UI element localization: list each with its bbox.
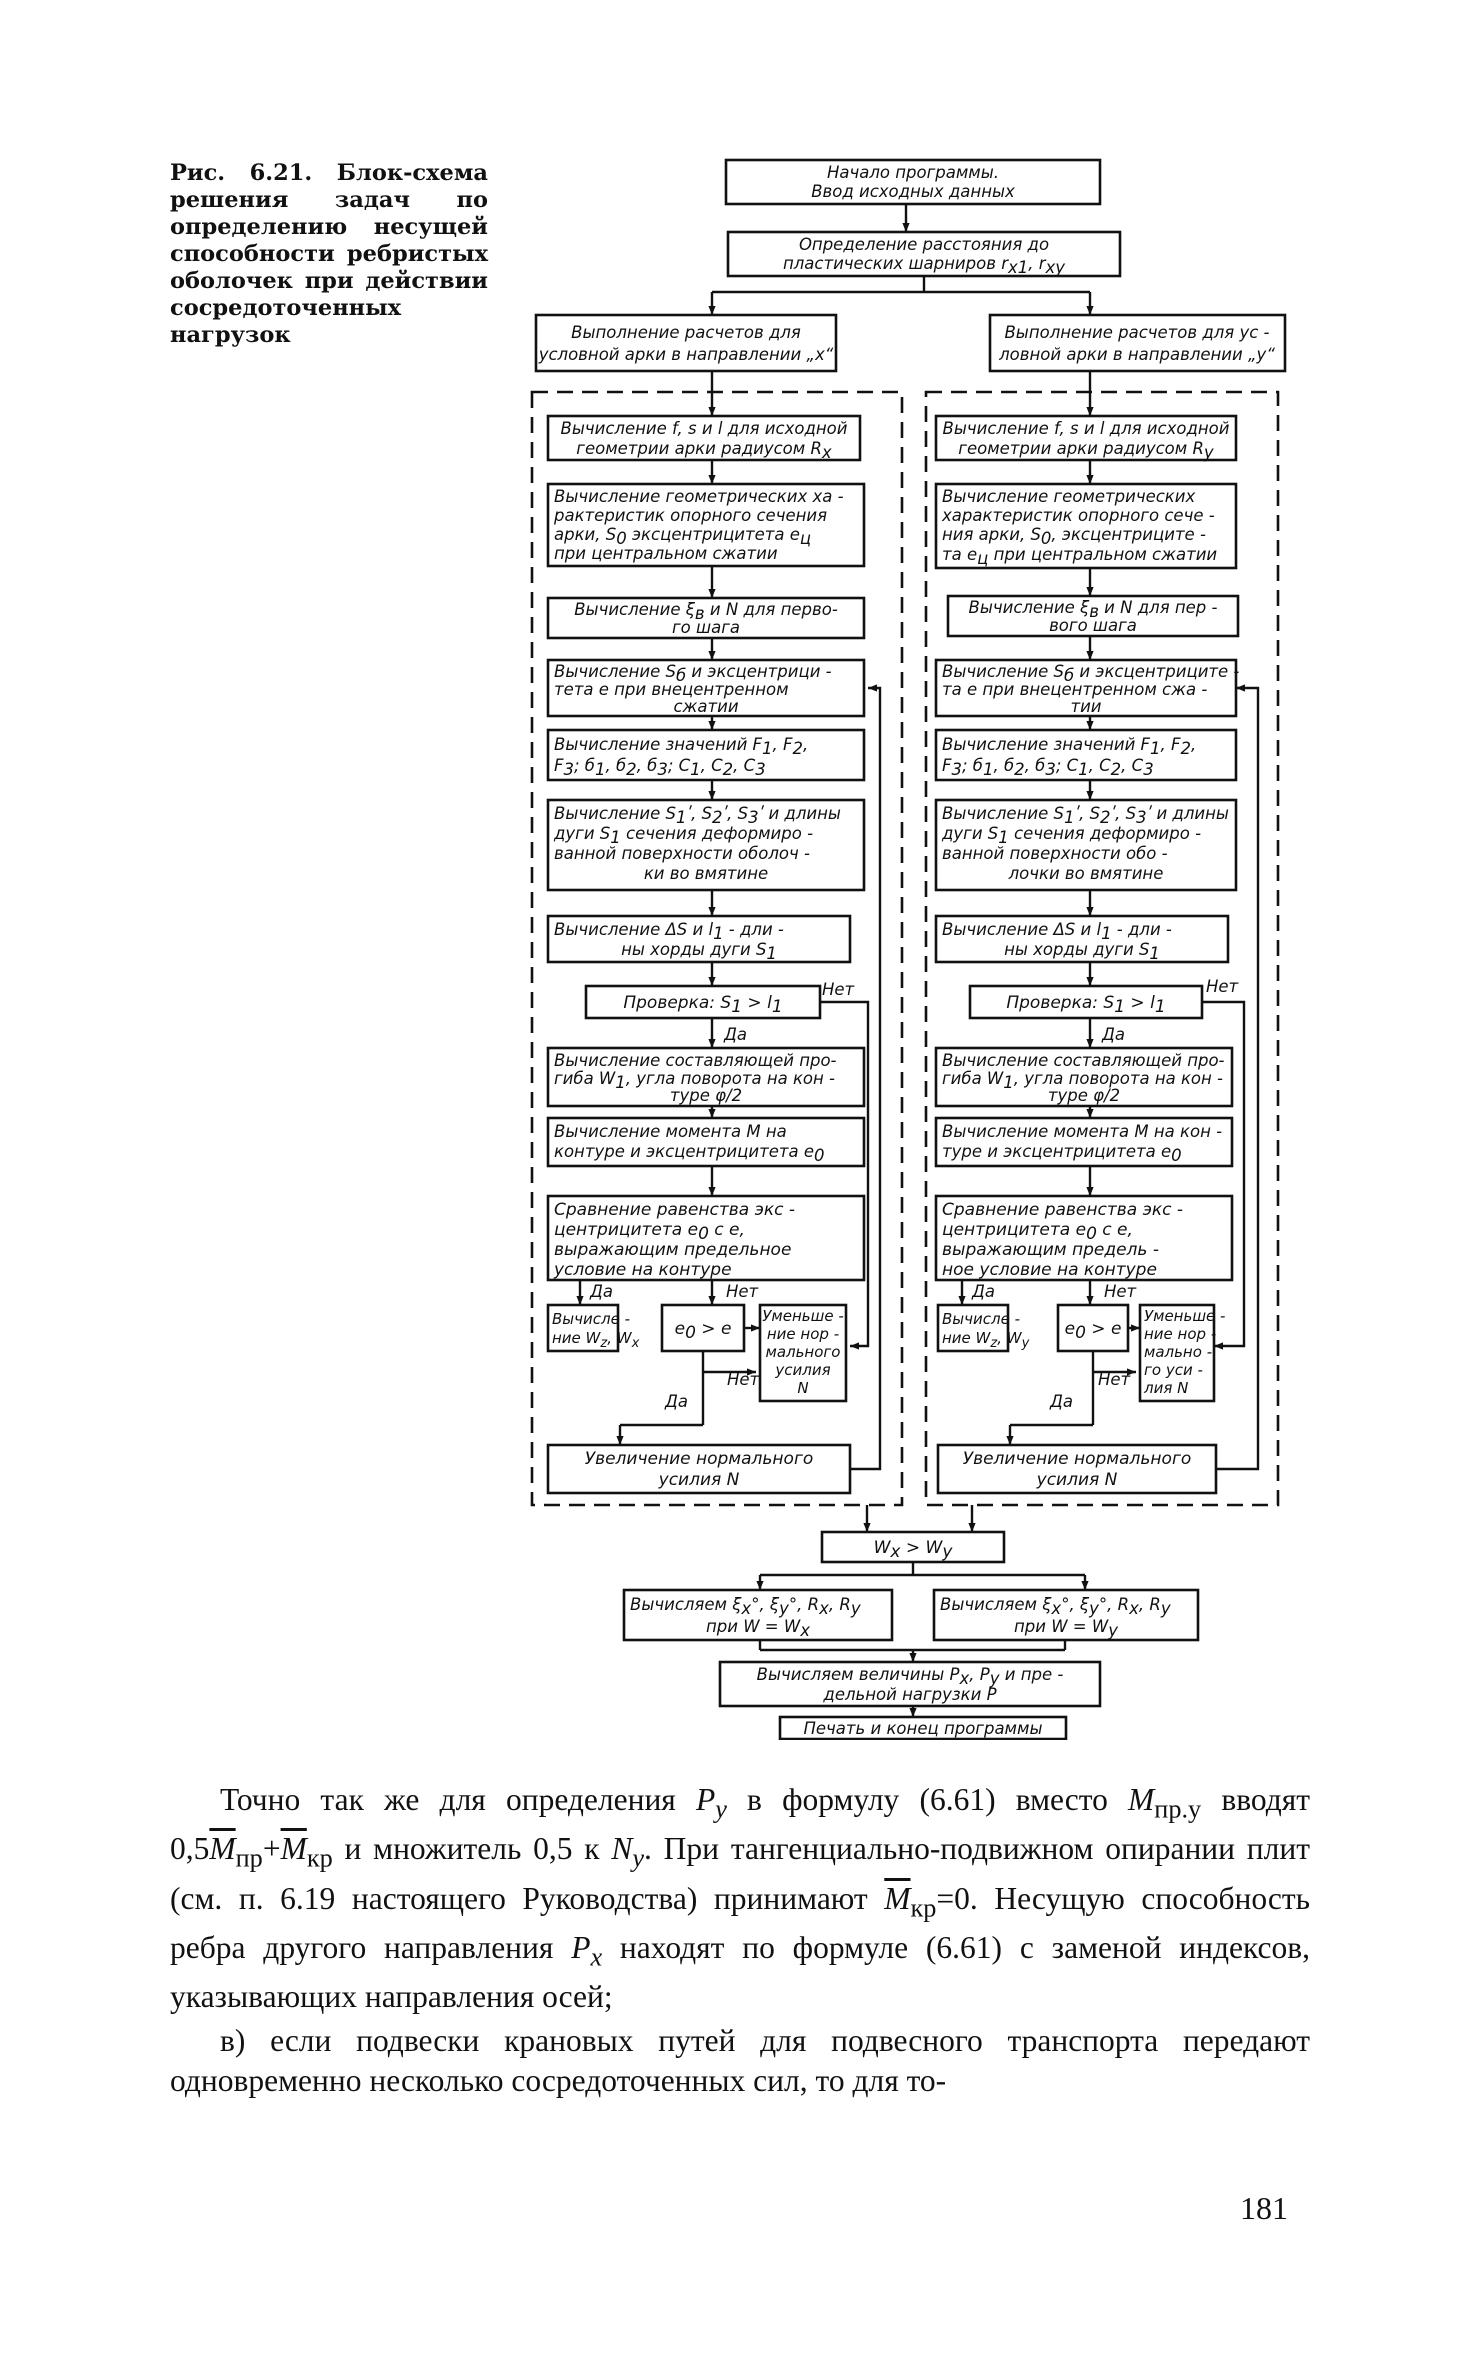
svg-text:Вычисление f, s и l для исходн: Вычисление f, s и l для исходной: [560, 419, 848, 438]
svg-text:та е при внецентренном сжа -: та е при внецентренном сжа -: [942, 680, 1208, 699]
svg-text:лия N: лия N: [1144, 1379, 1189, 1397]
svg-text:Вычисление значений F1, F2,: Вычисление значений F1, F2,: [554, 735, 809, 758]
svg-text:дуги S1 сечения деформиро -: дуги S1 сечения деформиро -: [942, 824, 1202, 847]
svg-text:Проверка: S1 > l1: Проверка: S1 > l1: [623, 993, 783, 1017]
label-yes-cmp-right: Да: [1050, 1392, 1074, 1411]
svg-text:ние нор -: ние нор -: [766, 1325, 840, 1343]
svg-text:мально -: мально -: [1144, 1343, 1213, 1361]
block-end: [780, 1717, 1066, 1739]
svg-text:Вычисление ΔS и l1 - дли -: Вычисление ΔS и l1 - дли -: [942, 920, 1172, 943]
svg-text:ловной арки в направлении „y“: ловной арки в направлении „y“: [999, 345, 1275, 364]
svg-text:Печать и конец программы: Печать и конец программы: [803, 1719, 1043, 1738]
right-column: [936, 416, 1258, 1493]
svg-text:усилия N: усилия N: [1036, 1470, 1118, 1490]
svg-text:F3; б1, б2, б3; C1, C2, C3: F3; б1, б2, б3; C1, C2, C3: [554, 756, 766, 779]
svg-text:геометрии арки радиусом Rx: геометрии арки радиусом Rx: [576, 439, 832, 462]
svg-text:Wx > Wy: Wx > Wy: [873, 1538, 953, 1562]
svg-text:туре и эксцентрицитета e0: туре и эксцентрицитета e0: [942, 1142, 1182, 1165]
svg-text:ки во вмятине: ки во вмятине: [643, 864, 769, 883]
figure-label: Рис. 6.21.: [170, 160, 313, 186]
svg-text:дельной нагрузки P: дельной нагрузки P: [823, 1685, 997, 1704]
svg-text:условной арки в направлении „x: условной арки в направлении „x“: [538, 345, 834, 364]
svg-text:Выполнение расчетов для: Выполнение расчетов для: [571, 323, 801, 342]
svg-text:выражающим предельное: выражающим предельное: [554, 1240, 792, 1260]
svg-text:F3; б1, б2, б3; C1, C2, C3: F3; б1, б2, б3; C1, C2, C3: [942, 756, 1154, 779]
svg-text:Вычисление значений F1, F2,: Вычисление значений F1, F2,: [942, 735, 1197, 758]
svg-text:Вычисление момента M на кон -: Вычисление момента M на кон -: [942, 1122, 1223, 1141]
svg-text:Вычисление S1ʹ, S2ʹ, S3ʹ и дли: Вычисление S1ʹ, S2ʹ, S3ʹ и длины: [554, 804, 841, 827]
svg-text:центрицитета e0 с e,: центрицитета e0 с e,: [554, 1220, 745, 1244]
svg-text:условие на контуре: условие на контуре: [554, 1260, 732, 1280]
label-no-b10-right: Нет: [1104, 1282, 1137, 1301]
svg-text:гиба W1, угла поворота на кон: гиба W1, угла поворота на кон -: [554, 1069, 836, 1092]
svg-text:ние нор -: ние нор -: [1144, 1325, 1217, 1343]
svg-text:лочки во вмятине: лочки во вмятине: [1008, 864, 1164, 883]
block-compare-w: [822, 1532, 1004, 1562]
label-no-check-left: Нет: [822, 980, 855, 999]
svg-text:ное условие на контуре: ное условие на контуре: [942, 1260, 1157, 1280]
svg-text:Сравнение равенства экс -: Сравнение равенства экс -: [942, 1200, 1184, 1220]
svg-text:Уменьше -: Уменьше -: [762, 1307, 844, 1325]
svg-text:Вычисле -: Вычисле -: [552, 1310, 630, 1328]
svg-text:ванной поверхности обо -: ванной поверхности обо -: [942, 844, 1168, 863]
svg-text:вого шага: вого шага: [1049, 616, 1137, 635]
start-line-1: Начало программы.: [826, 163, 1000, 182]
svg-text:выражающим предель -: выражающим предель -: [942, 1240, 1159, 1260]
svg-text:Сравнение равенства экс -: Сравнение равенства экс -: [554, 1200, 796, 1220]
block-branch-x: [536, 315, 836, 371]
left-column: [548, 416, 880, 1493]
svg-text:Вычисление составляющей про-: Вычисление составляющей про-: [942, 1051, 1225, 1070]
svg-text:Вычисление момента M на: Вычисление момента M на: [554, 1122, 787, 1141]
page-number: 181: [1240, 2190, 1288, 2226]
figure-caption-text: Блок-схема решения задач по определению несущей способности ребристых оболочек при действии сосредоточенных нагрузок: [170, 160, 488, 348]
svg-text:сжатии: сжатии: [673, 697, 739, 716]
svg-text:e0 > e: e0 > e: [1064, 1319, 1122, 1343]
svg-text:Вычисление ξв и N для перво-: Вычисление ξв и N для перво-: [574, 600, 838, 623]
paragraph-1: Точно так же для определения $P_y$ в формулу (6.61) вместо $M_{пр.y}$ вводят $0,5\overline{M}_{пр}+\overline{M}_{кр}$ и множитель 0,5 к $N_y$. При тангенциально-подвижном опирании плит (см. п. 6.19 настоящего Руководства) принимают $\overline{M}_{кр}=0$. Несущую способность ребра другого направления $P_x$ находят по формуле (6.61) с заменой индексов, указывающих направления осей;: [170, 1782, 1311, 2015]
svg-text:Выполнение расчетов для ус -: Выполнение расчетов для ус -: [1004, 323, 1270, 342]
svg-text:Вычисление Sб и эксцентрицитe: Вычисление Sб и эксцентрицитe -: [942, 662, 1240, 685]
svg-text:Увеличение нормального: Увеличение нормального: [962, 1449, 1192, 1469]
svg-text:N: N: [797, 1379, 809, 1397]
label-yes-b10-left: Да: [590, 1282, 614, 1301]
label-no-b10-left: Нет: [726, 1282, 759, 1301]
svg-text:дуги S1 сечения деформиро -: дуги S1 сечения деформиро -: [554, 824, 814, 847]
svg-text:Вычисление ΔS и l1 - дли -: Вычисление ΔS и l1 - дли -: [554, 920, 784, 943]
svg-text:гиба W1, угла поворота на кон: гиба W1, угла поворота на кон -: [942, 1069, 1224, 1092]
svg-text:ны хорды дуги S1: ны хорды дуги S1: [1004, 940, 1160, 963]
svg-text:ния арки, S0, эксцентрицитe -: ния арки, S0, эксцентрицитe -: [942, 525, 1206, 548]
svg-text:при центральном сжатии: при центральном сжатии: [554, 544, 778, 563]
svg-text:арки, S0 эксцентрицитета eц: арки, S0 эксцентрицитета eц: [554, 525, 812, 548]
svg-text:мального: мального: [765, 1343, 841, 1361]
hinge-line-1: Определение расстояния до: [798, 235, 1050, 254]
svg-text:туре φ/2: туре φ/2: [669, 1086, 743, 1105]
svg-text:центрицитета e0 с e,: центрицитета e0 с e,: [942, 1220, 1133, 1244]
label-yes-cmp-left: Да: [665, 1392, 689, 1411]
block-calc-right: [934, 1590, 1198, 1640]
svg-text:усилия: усилия: [775, 1361, 831, 1379]
svg-text:ванной поверхности оболоч -: ванной поверхности оболоч -: [554, 844, 810, 863]
block-hinge-distance: [728, 232, 1120, 277]
svg-text:Вычисле -: Вычисле -: [942, 1310, 1020, 1328]
svg-text:ние Wz, Wx: ние Wz, Wx: [552, 1329, 640, 1351]
svg-text:Уменьше -: Уменьше -: [1144, 1307, 1226, 1325]
start-line-2: Ввод исходных данных: [811, 182, 1015, 201]
body-text: [170, 1780, 1310, 2101]
block-loads: [720, 1662, 1100, 1706]
svg-text:Увеличение нормального: Увеличение нормального: [584, 1449, 814, 1469]
label-yes-check-right: Да: [1102, 1025, 1126, 1044]
svg-text:туре φ/2: туре φ/2: [1047, 1086, 1121, 1105]
svg-text:та eц при центральном сжатии: та eц при центральном сжатии: [942, 545, 1218, 568]
svg-text:геометрии арки радиусом Ry: геометрии арки радиусом Ry: [958, 439, 1214, 462]
label-no-cmp-right: Нет: [1098, 1370, 1131, 1389]
svg-text:Вычисление ξв и N для пер -: Вычисление ξв и N для пер -: [968, 598, 1218, 621]
svg-text:e0 > e: e0 > e: [674, 1319, 732, 1343]
svg-text:Вычисление S1ʹ, S2ʹ, S3ʹ и дли: Вычисление S1ʹ, S2ʹ, S3ʹ и длины: [942, 804, 1229, 827]
svg-text:Вычисляем ξx°, ξy°, Rx, Ry: Вычисляем ξx°, ξy°, Rx, Ry: [630, 1595, 861, 1618]
svg-text:го шага: го шага: [672, 618, 740, 637]
label-no-check-right: Нет: [1206, 977, 1239, 996]
svg-text:го уси -: го уси -: [1144, 1361, 1203, 1379]
svg-text:ние Wz, Wy: ние Wz, Wy: [942, 1329, 1030, 1351]
svg-text:рактеристик опорного сечения: рактеристик опорного сечения: [554, 506, 828, 525]
block-start: [726, 160, 1100, 204]
block-calc-left: [624, 1590, 892, 1640]
svg-text:при W = Wx: при W = Wx: [706, 1617, 810, 1640]
svg-text:Проверка: S1 > l1: Проверка: S1 > l1: [1006, 993, 1166, 1017]
paragraph-2: в) если подвески крановых путей для подвесного транспорта передают одновременно несколько сосредоточенных сил, то для то-: [170, 2023, 1310, 2099]
svg-text:при W = Wy: при W = Wy: [1014, 1617, 1118, 1640]
hinge-line-2: пластических шарниров rx1, rxy: [782, 254, 1066, 277]
svg-text:ны хорды дуги S1: ны хорды дуги S1: [621, 940, 777, 963]
svg-text:тии: тии: [1070, 697, 1102, 716]
label-yes-b10-right: Да: [972, 1282, 996, 1301]
svg-text:усилия N: усилия N: [658, 1470, 740, 1490]
svg-text:Вычисление f, s и l для исходн: Вычисление f, s и l для исходной: [942, 419, 1230, 438]
svg-text:характеристик опорного сече -: характеристик опорного сече -: [942, 506, 1215, 525]
svg-text:Вычисление геометрических: Вычисление геометрических: [942, 487, 1196, 506]
svg-text:Вычисляем величины Px, Py и пр: Вычисляем величины Px, Py и пре -: [756, 1665, 1064, 1688]
svg-text:Вычисление Sб и эксцентрици -: Вычисление Sб и эксцентрици -: [554, 662, 832, 685]
label-no-cmp-left: Нет: [727, 1370, 760, 1389]
block-branch-y: [990, 315, 1285, 371]
svg-text:Вычисляем ξx°, ξy°, Rx, Ry: Вычисляем ξx°, ξy°, Rx, Ry: [940, 1595, 1171, 1618]
label-yes-check-left: Да: [724, 1025, 748, 1044]
svg-text:Вычисление составляющей про-: Вычисление составляющей про-: [554, 1051, 837, 1070]
svg-text:тета е при внецентренном: тета е при внецентренном: [554, 680, 789, 699]
svg-text:Вычисление геометрических ха -: Вычисление геометрических ха -: [554, 487, 844, 506]
svg-text:контуре и эксцентрицитета e0: контуре и эксцентрицитета e0: [554, 1142, 825, 1165]
